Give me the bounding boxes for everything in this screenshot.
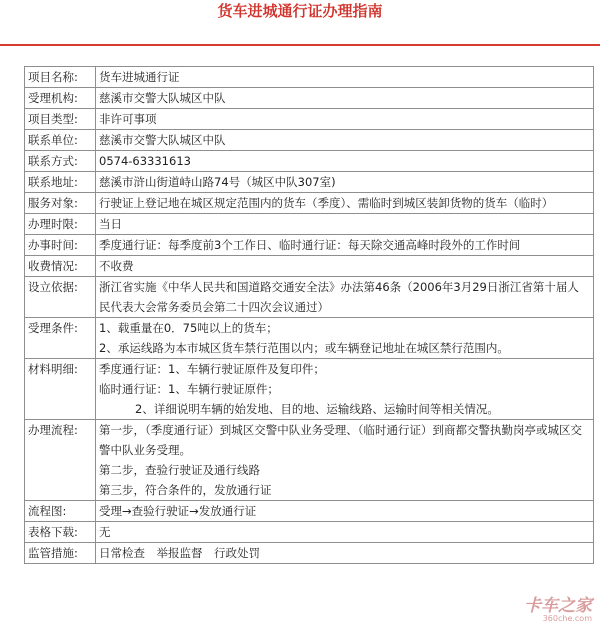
table-row xyxy=(25,318,594,359)
row-label: 受理机构: xyxy=(25,88,96,109)
row-label: 受理条件: xyxy=(25,318,96,359)
title-divider xyxy=(0,44,600,46)
row-value: 慈溪市交警大队城区中队 xyxy=(96,88,594,109)
row-label: 表格下载: xyxy=(25,522,96,543)
table-row xyxy=(25,214,594,235)
row-label: 设立依据: xyxy=(25,277,96,318)
table-row xyxy=(25,109,594,130)
table-row xyxy=(25,235,594,256)
row-value: 行驶证上登记地在城区规定范围内的货车（季度）、需临时到城区装卸货物的货车（临时） xyxy=(96,193,594,214)
site-watermark xyxy=(524,591,592,623)
row-label: 流程图: xyxy=(25,501,96,522)
row-label: 收费情况: xyxy=(25,256,96,277)
row-value: 慈溪市交警大队城区中队 xyxy=(96,130,594,151)
table-row xyxy=(25,67,594,88)
row-label: 服务对象: xyxy=(25,193,96,214)
row-value: 非许可事项 xyxy=(96,109,594,130)
row-value: 1、载重量在0．75吨以上的货车； 2、承运线路为本市城区货车禁行范围以内；或车辆登记地址在城区禁行范围内。 xyxy=(96,318,594,359)
row-label: 办事时间: xyxy=(25,235,96,256)
table-row xyxy=(25,172,594,193)
table-row xyxy=(25,130,594,151)
table-row xyxy=(25,151,594,172)
row-value: 0574-63331613 xyxy=(96,151,594,172)
table-row xyxy=(25,522,594,543)
row-label: 材料明细: xyxy=(25,359,96,420)
table-row xyxy=(25,256,594,277)
row-value: 浙江省实施《中华人民共和国道路交通安全法》办法第46条（2006年3月29日浙江省第十届人民代表大会常务委员会第二十四次会议通过） xyxy=(96,277,594,318)
row-value: 受理→查验行驶证→发放通行证 xyxy=(96,501,594,522)
row-value: 日常检查 举报监督 行政处罚 xyxy=(96,543,594,564)
row-label: 项目名称: xyxy=(25,67,96,88)
row-label: 监管措施: xyxy=(25,543,96,564)
table-row xyxy=(25,277,594,318)
table-row xyxy=(25,88,594,109)
row-label: 联系方式: xyxy=(25,151,96,172)
table-row xyxy=(25,420,594,501)
table-row xyxy=(25,193,594,214)
row-label: 办理流程: xyxy=(25,420,96,501)
table-row xyxy=(25,501,594,522)
page-title: 货车进城通行证办理指南 xyxy=(217,2,383,20)
row-value: 无 xyxy=(96,522,594,543)
row-label: 项目类型: xyxy=(25,109,96,130)
row-label: 联系单位: xyxy=(25,130,96,151)
row-value: 货车进城通行证 xyxy=(96,67,594,88)
watermark-url: 360che.com xyxy=(542,614,592,623)
guide-table xyxy=(24,66,594,564)
row-value: 慈溪市浒山街道峙山路74号（城区中队307室) xyxy=(96,172,594,193)
table-row xyxy=(25,543,594,564)
row-value: 季度通行证：每季度前3个工作日、临时通行证：每天除交通高峰时段外的工作时间 xyxy=(96,235,594,256)
table-row xyxy=(25,359,594,420)
row-value: 不收费 xyxy=(96,256,594,277)
watermark-logo-text: 卡车之家 xyxy=(524,596,592,616)
row-value: 第一步，（季度通行证）到城区交警中队业务受理、（临时通行证）到商都交警执勤岗亭或城区交警中队业务受理。 第二步，查验行驶证及通行线路 第三步，符合条件的，发放通行证 xyxy=(96,420,594,501)
row-value: 季度通行证：1、车辆行驶证原件及复印件； 临时通行证：1、车辆行驶证原件； 2、详细说明车辆的始发地、目的地、运输线路、运输时间等相关情况。 xyxy=(96,359,594,420)
row-value: 当日 xyxy=(96,214,594,235)
row-label: 联系地址: xyxy=(25,172,96,193)
row-label: 办理时限: xyxy=(25,214,96,235)
